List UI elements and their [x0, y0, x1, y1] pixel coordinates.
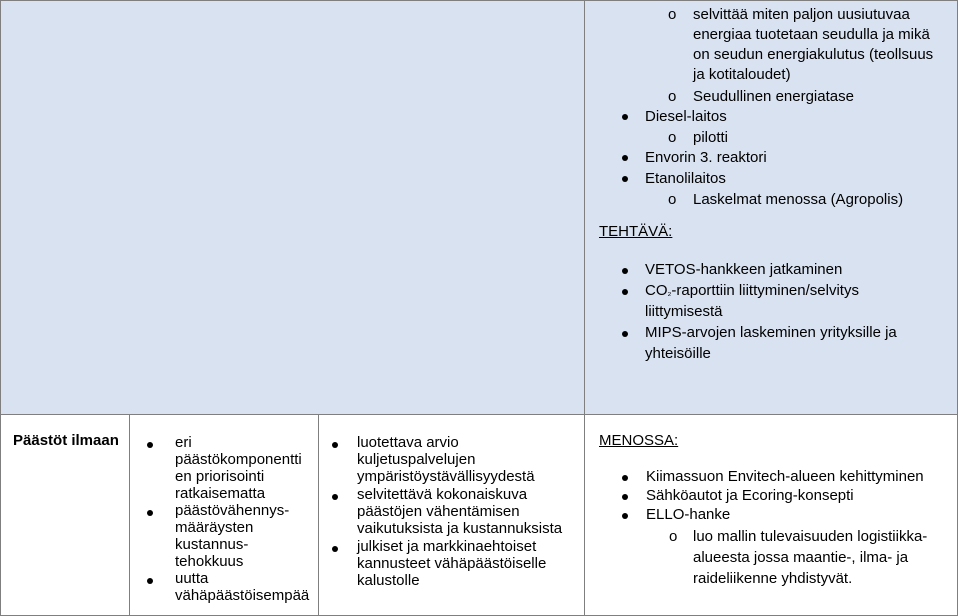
issue-text: kalustolle — [357, 572, 420, 589]
task-item-cont: yhteisöille — [645, 345, 711, 362]
bullet-dot — [147, 510, 153, 516]
row-label: Päästöt ilmaan — [13, 432, 119, 449]
row-label-cell — [0, 414, 130, 616]
bullet-dot — [332, 546, 338, 552]
issue-text: tehokkuus — [175, 553, 244, 570]
task-item-rest: -raporttiin liittyminen/selvitys — [671, 282, 859, 299]
issue-text: eri — [175, 434, 192, 451]
issue-text: päästöjen vähentämisen — [357, 503, 520, 520]
issue-text: kannusteet vähäpäästöiselle — [357, 555, 547, 572]
menossa-heading: MENOSSA: — [599, 432, 679, 449]
issue-text: määräysten — [175, 519, 254, 536]
sub-item-text: Seudullinen energiatase — [693, 88, 854, 105]
issue-text: en priorisointi — [175, 468, 265, 485]
ongoing-sub-text: alueesta jossa maantie-, ilma- ja — [693, 549, 909, 566]
bullet-dot — [622, 475, 628, 481]
task-item-cont: liittymisestä — [645, 303, 723, 320]
col4-cell — [584, 414, 958, 616]
bullet-dot — [622, 176, 628, 182]
task-item: MIPS-arvojen laskeminen yrityksille ja — [645, 324, 897, 341]
ongoing-item: ELLO-hanke — [646, 506, 731, 523]
sub-bullet-o: o — [668, 129, 677, 146]
issue-text: vähäpäästöisempää — [175, 587, 310, 604]
bullet-dot — [622, 155, 628, 161]
issue-text: päästökomponentti — [175, 451, 302, 468]
sub-item-text: selvittää miten paljon uusiutuvaa — [693, 6, 910, 23]
issue-text: vaikutuksista ja kustannuksista — [357, 520, 563, 537]
sub-bullet-o: o — [668, 6, 677, 23]
issue-text: luotettava arvio — [357, 434, 459, 451]
bullet-dot — [622, 513, 628, 519]
bullet-text: Etanolilaitos — [645, 170, 726, 187]
ongoing-sub-text: luo mallin tulevaisuuden logistiikka- — [693, 528, 928, 545]
bullet-text: Envorin 3. reaktori — [645, 149, 767, 166]
bullet-text: Diesel-laitos — [645, 108, 727, 125]
col2-cell — [129, 414, 319, 616]
issue-text: ratkaisematta — [175, 485, 266, 502]
tehtava-heading: TEHTÄVÄ: — [599, 223, 673, 240]
bullet-dot — [622, 268, 628, 274]
sub-item-text: pilotti — [693, 129, 729, 146]
ongoing-item: Kiimassuon Envitech-alueen kehittyminen — [646, 468, 924, 485]
issue-text: julkiset ja markkinaehtoiset — [357, 538, 537, 555]
bullet-dot — [332, 442, 338, 448]
issue-text: kustannus- — [175, 536, 249, 553]
issue-text: uutta — [175, 570, 209, 587]
ongoing-sub-text: raideliikenne yhdistyvät. — [693, 570, 853, 587]
sub-bullet-o: o — [668, 191, 677, 208]
bullet-dot — [147, 442, 153, 448]
sub-bullet-o: o — [668, 88, 677, 105]
issue-text: selvitettävä kokonaiskuva — [357, 486, 528, 503]
sub-bullet-o: o — [669, 528, 678, 545]
ongoing-item: Sähköautot ja Ecoring-konsepti — [646, 487, 854, 504]
bullet-dot — [622, 494, 628, 500]
issue-text: kuljetuspalvelujen — [357, 451, 476, 468]
sub-item-text: on seudun energiakulutus (teollsuus — [693, 46, 934, 63]
co2-subscript: ₂ — [667, 287, 672, 298]
bullet-dot — [622, 331, 628, 337]
sub-item-text: Laskelmat menossa (Agropolis) — [693, 191, 904, 208]
task-item — [645, 281, 859, 303]
co2-text: CO — [645, 282, 668, 299]
bullet-dot — [622, 114, 628, 120]
col3-cell — [318, 414, 585, 616]
issue-text: päästövähennys- — [175, 502, 290, 519]
bullet-dot — [622, 289, 628, 295]
task-item: VETOS-hankkeen jatkaminen — [645, 261, 843, 278]
bullet-dot — [332, 494, 338, 500]
issue-text: ympäristöystävällisyydestä — [357, 468, 535, 485]
sub-item-text: energiaa tuotetaan seudulla ja mikä — [693, 26, 930, 43]
bullet-dot — [147, 578, 153, 584]
sub-item-text: ja kotitaloudet) — [693, 66, 791, 83]
